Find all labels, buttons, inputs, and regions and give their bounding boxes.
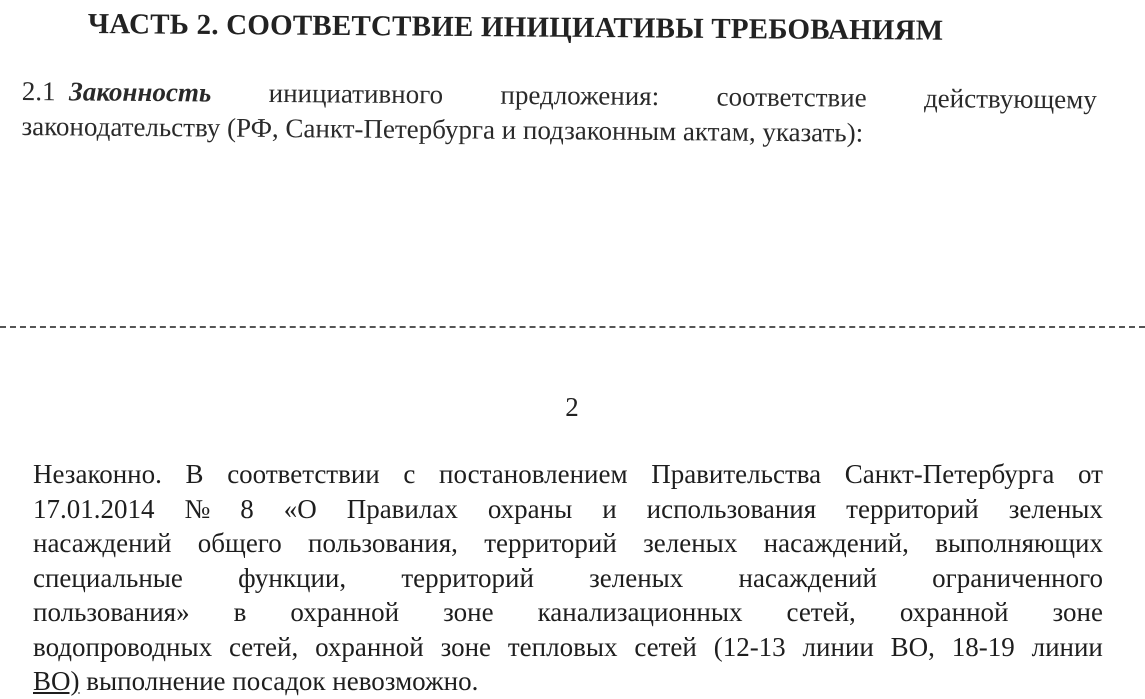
answer-word: охранной	[290, 597, 400, 627]
answer-word: насаждений	[738, 562, 877, 593]
answer-word: Незаконно.	[33, 459, 162, 489]
answer-word: сетей,	[228, 631, 299, 662]
section-2-1	[21, 74, 1097, 152]
answer-line	[33, 561, 1103, 596]
answer-word: «О	[283, 493, 317, 524]
page-number: 2	[565, 392, 579, 422]
answer-word: выполняющих	[935, 528, 1103, 558]
answer-text	[33, 457, 1103, 699]
answer-word: территорий	[401, 562, 534, 593]
answer-word: от	[1077, 459, 1103, 489]
answer-word: функции,	[238, 562, 347, 593]
section-word: инициативного	[268, 77, 444, 110]
answer-word: зоне	[443, 597, 494, 627]
answer-word: зеленых	[643, 528, 738, 558]
section-line-2: законодательству (РФ, Санкт-Петербурга и подзаконным актам, указать):	[21, 110, 864, 148]
answer-underlined-word: ВО)	[33, 666, 80, 696]
answer-word: Правительства	[651, 459, 822, 489]
answer-lines	[33, 457, 1103, 664]
answer-word: канализационных	[537, 597, 743, 627]
section-keyword: Законность	[68, 76, 212, 108]
answer-line	[33, 526, 1103, 561]
answer-word: зоне	[440, 631, 492, 662]
answer-word: постановлением	[439, 459, 628, 489]
answer-word: зеленых	[589, 562, 684, 593]
answer-line	[33, 492, 1103, 527]
answer-word: В	[185, 459, 204, 489]
answer-word: насаждений,	[763, 528, 909, 558]
answer-word: пользования»	[33, 597, 190, 627]
answer-word: насаждений	[33, 528, 172, 558]
section-number: 2.1	[21, 75, 56, 107]
answer-word: зоне	[1052, 597, 1103, 627]
answer-word: Санкт-Петербурга	[844, 459, 1055, 489]
answer-word: сетей	[634, 631, 697, 662]
section-word: соответствие	[716, 81, 867, 113]
answer-word: использования	[646, 493, 817, 524]
section-word: предложения:	[500, 79, 660, 112]
answer-word: территорий	[484, 528, 617, 558]
answer-word: в	[233, 597, 247, 627]
answer-word: охранной	[899, 597, 1009, 627]
answer-word: ВО,	[890, 631, 935, 662]
answer-word: водопроводных	[33, 631, 213, 662]
page-break-divider	[0, 326, 1145, 328]
answer-word: 8	[240, 493, 254, 524]
answer-word: ограниченного	[932, 562, 1103, 593]
answer-word: 18-19	[951, 631, 1015, 662]
part-title: ЧАСТЬ 2. СООТВЕТСТВИЕ ИНИЦИАТИВЫ ТРЕБОВАНИЯМ	[87, 8, 944, 47]
answer-word: специальные	[33, 562, 183, 593]
answer-word: №	[184, 493, 211, 524]
answer-word: территорий	[846, 493, 979, 524]
answer-line-last	[33, 664, 1103, 699]
answer-word: с	[403, 459, 416, 489]
answer-word: 17.01.2014	[33, 493, 155, 524]
answer-word: Правилах	[346, 493, 458, 524]
section-lead	[22, 74, 212, 110]
answer-word: общего	[197, 528, 282, 558]
answer-word: тепловых	[507, 631, 618, 662]
answer-word: охранной	[315, 631, 424, 662]
answer-last-rest: выполнение посадок невозможно.	[79, 666, 479, 696]
answer-word: соответствии	[227, 459, 380, 489]
answer-word: охраны	[487, 493, 573, 524]
answer-word: пользования,	[308, 528, 458, 558]
answer-word: зеленых	[1008, 493, 1103, 524]
answer-line	[33, 630, 1103, 665]
answer-word: линии	[1031, 631, 1103, 662]
section-word: действующему	[923, 83, 1097, 115]
answer-line	[33, 595, 1103, 630]
answer-word: линии	[802, 631, 874, 662]
answer-line	[33, 457, 1103, 492]
answer-word: сетей,	[786, 597, 856, 627]
answer-word: (12-13	[713, 631, 786, 662]
answer-word: и	[602, 493, 617, 524]
